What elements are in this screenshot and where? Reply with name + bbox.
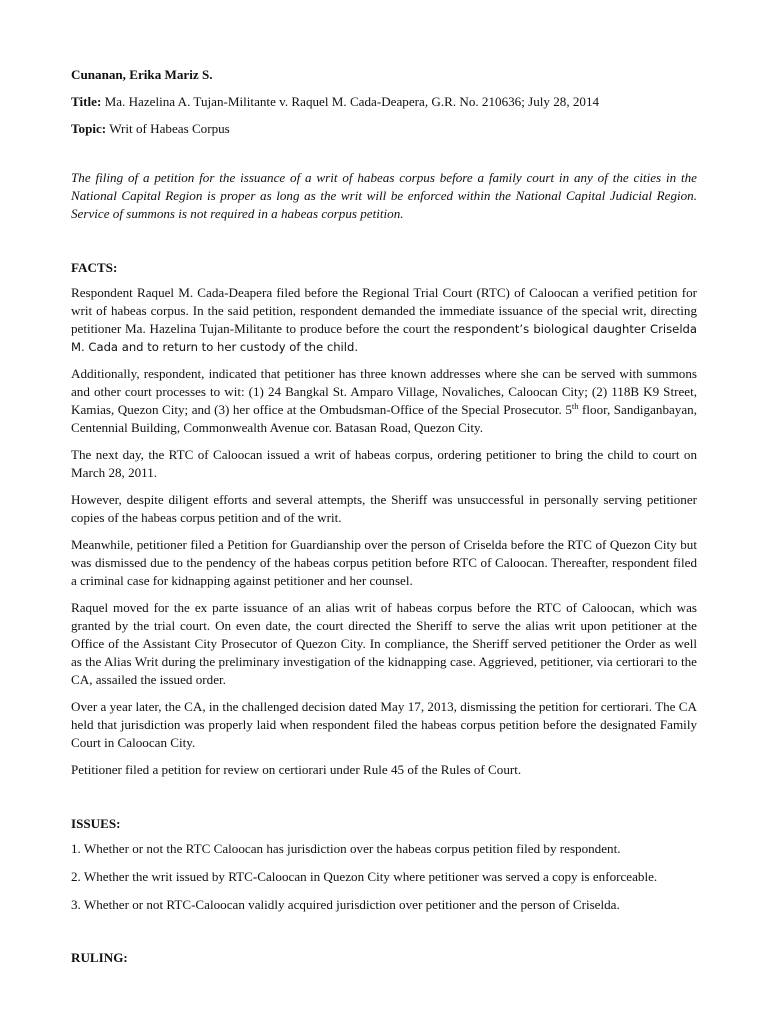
facts-paragraph-6: Raquel moved for the ex parte issuance of an alias writ of habeas corpus before the RTC of Caloocan, which was granted by the trial court. On even date, the court directed the Sheriff to serve the alias writ upon petitioner at the Office of the Assistant City Prosecutor of Quezon City. In compliance, the Sheriff served petitioner the Order as well as the Alias Writ during the preliminary investigation of the kidnapping case. Aggrieved, petitioner, via certiorari to the CA, assailed the issued order. (71, 600, 697, 687)
issues-heading: ISSUES: (71, 816, 121, 831)
facts-paragraph-4: However, despite diligent efforts and several attempts, the Sheriff was unsuccessful in personally serving petitioner copies of the habeas corpus petition and of the writ. (71, 492, 697, 525)
title-line (71, 93, 697, 111)
ruling-heading: RULING: (71, 950, 128, 965)
case-summary: The filing of a petition for the issuance of a writ of habeas corpus before a family court in any of the cities in the National Capital Region is proper as long as the writ will be enforced within the National Capital Judicial Region. Service of summons is not required in a habeas corpus petition. (71, 170, 697, 221)
author-name: Cunanan, Erika Mariz S. (71, 67, 213, 82)
facts-paragraph-2-before: Additionally, respondent, indicated that petitioner has three known addresses where she can be served with summons and other court processes to wit: (1) 24 Bangkal St. Amparo Village, Novaliches, Caloocan City; (2) 118B K9 Street, Kamias, Quezon City; and (3) her office at the Ombudsman-Office of the Special Prosecutor. 5 (71, 366, 697, 417)
topic-value: Writ of Habeas Corpus (109, 121, 230, 136)
facts-paragraph-1-main: Respondent Raquel M. Cada-Deapera filed before the Regional Trial Court (RTC) of Caloocan a verified petition for writ of habeas corpus. In the said petition, respondent demanded the immediate issuance of the special writ, directing petitioner Ma. Hazelina Tujan-Militante to produce before the court the (71, 285, 697, 336)
issue-item-3: 3. Whether or not RTC-Caloocan validly acquired jurisdiction over petitioner and the person of Criselda. (71, 897, 620, 912)
ordinal-superscript: th (571, 401, 579, 411)
facts-heading: FACTS: (71, 260, 118, 275)
facts-paragraph-2-after: floor, Sandiganbayan, Centennial Building, Commonwealth Avenue cor. Batasan Road, Quezon City. (71, 402, 697, 435)
facts-paragraph-1-tail: respondent’s biological daughter Criselda M. Cada and to return to her custody of the child. (71, 322, 697, 354)
facts-paragraph-2 (71, 365, 697, 437)
issue-item-1: 1. Whether or not the RTC Caloocan has jurisdiction over the habeas corpus petition filed by respondent. (71, 841, 621, 856)
facts-paragraph-5: Meanwhile, petitioner filed a Petition for Guardianship over the person of Criselda before the RTC of Quezon City but was dismissed due to the pendency of the habeas corpus petition before RTC of Caloocan. Thereafter, respondent filed a criminal case for kidnapping against petitioner and her counsel. (71, 537, 697, 588)
topic-line (71, 120, 697, 138)
document-page (71, 66, 697, 967)
facts-paragraph-7: Over a year later, the CA, in the challenged decision dated May 17, 2013, dismissing the petition for certiorari. The CA held that jurisdiction was properly laid when respondent filed the habeas corpus petition before the designated Family Court in Caloocan City. (71, 699, 697, 750)
facts-paragraph-3: The next day, the RTC of Caloocan issued a writ of habeas corpus, ordering petitioner to bring the child to court on March 28, 2011. (71, 447, 697, 480)
facts-paragraph-1 (71, 284, 697, 356)
case-title: Ma. Hazelina A. Tujan-Militante v. Raquel M. Cada-Deapera, G.R. No. 210636; July 28, 2014 (104, 94, 600, 109)
title-label: Title: (71, 94, 102, 109)
issue-item-2: 2. Whether the writ issued by RTC-Caloocan in Quezon City where petitioner was served a copy is enforceable. (71, 869, 658, 884)
topic-label: Topic: (71, 121, 107, 136)
facts-paragraph-8: Petitioner filed a petition for review on certiorari under Rule 45 of the Rules of Court. (71, 762, 522, 777)
